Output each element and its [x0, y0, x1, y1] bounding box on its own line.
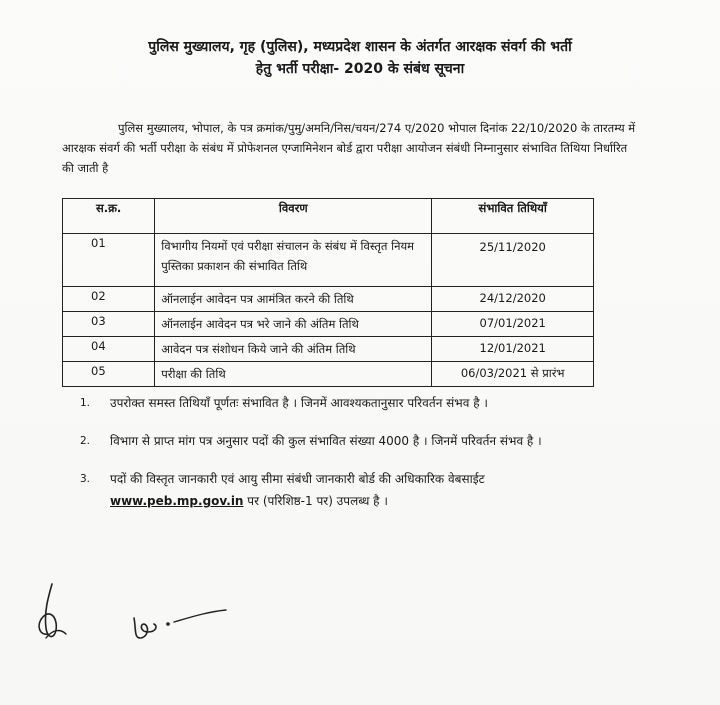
row-serial: 05 — [63, 362, 155, 387]
header-serial: स.क्र. — [63, 199, 155, 234]
note-number: 1. — [80, 397, 91, 409]
intro-text: पुलिस मुख्यालय, भोपाल, के पत्र क्रमांक/पुमु/अमनि/निस/चयन/274 ए/2020 भोपाल दिनांक 22/10/2020 के तारतम्य में आरक्षक संवर्ग की भर्ती परीक्षा के संबंध में प्रोफेशनल एग्जामिनेशन बोर्ड द्वारा परीक्षा आयोजन संबंधी निम्नानुसार संभावित तिथिया निर्धारित की जाती है — [62, 121, 636, 175]
row-date: 06/03/2021 से प्रारंभ — [432, 362, 594, 387]
table-row — [63, 287, 594, 312]
note-text-after: पर (परिशिष्ठ-1 पर) उपलब्ध है । — [243, 494, 388, 508]
note-number: 2. — [80, 435, 91, 447]
row-date: 12/01/2021 — [432, 337, 594, 362]
table-row — [63, 337, 594, 362]
note-text: विभाग से प्राप्त मांग पत्र अनुसार पदों की कुल संभावित संख्या 4000 है । जिनमें परिवर्तन संभव है । — [110, 434, 542, 448]
table-header-row — [63, 199, 594, 234]
table-row — [63, 362, 594, 387]
schedule-table — [62, 198, 594, 387]
signature-1 — [30, 578, 90, 648]
row-description: परीक्षा की तिथि — [155, 362, 432, 387]
row-serial: 01 — [63, 234, 155, 287]
note-text: पदों की विस्तृत जानकारी एवं आयु सीमा संबंधी जानकारी बोर्ड की अधिकारिक वेबसाईट — [110, 472, 485, 486]
row-date: 25/11/2020 — [432, 234, 594, 287]
note-number: 3. — [80, 473, 91, 485]
list-item — [80, 430, 620, 452]
row-serial: 04 — [63, 337, 155, 362]
signature-2 — [126, 598, 236, 648]
table-row — [63, 234, 594, 287]
title-line-2: हेतु भर्ती परीक्षा- 2020 के संबंध सूचना — [255, 61, 465, 77]
note-text: उपरोक्त समस्त तिथियाँ पूर्णतः संभावित है । जिनमें आवश्यकतानुसार परिवर्तन संभव है । — [110, 396, 488, 410]
notes-list — [80, 392, 620, 528]
intro-paragraph — [62, 118, 642, 178]
list-item — [80, 392, 620, 414]
row-description: आवेदन पत्र संशोधन किये जाने की अंतिम तिथि — [155, 337, 432, 362]
list-item — [80, 468, 620, 512]
row-serial: 03 — [63, 312, 155, 337]
row-serial: 02 — [63, 287, 155, 312]
title-line-1: पुलिस मुख्यालय, गृह (पुलिस), मध्यप्रदेश शासन के अंतर्गत आरक्षक संवर्ग की भर्ती — [148, 39, 572, 55]
row-description: ऑनलाईन आवेदन पत्र भरे जाने की अंतिम तिथि — [155, 312, 432, 337]
header-dates: संभावित तिथियाँ — [432, 199, 594, 234]
header-description: विवरण — [155, 199, 432, 234]
table-row — [63, 312, 594, 337]
row-description: ऑनलाईन आवेदन पत्र आमंत्रित करने की तिथि — [155, 287, 432, 312]
website-link[interactable]: www.peb.mp.gov.in — [110, 494, 244, 508]
row-date: 24/12/2020 — [432, 287, 594, 312]
notice-title — [0, 36, 720, 80]
row-description: विभागीय नियमों एवं परीक्षा संचालन के संबंध में विस्तृत नियम पुस्तिका प्रकाशन की संभावित तिथि — [155, 234, 432, 287]
row-date: 07/01/2021 — [432, 312, 594, 337]
